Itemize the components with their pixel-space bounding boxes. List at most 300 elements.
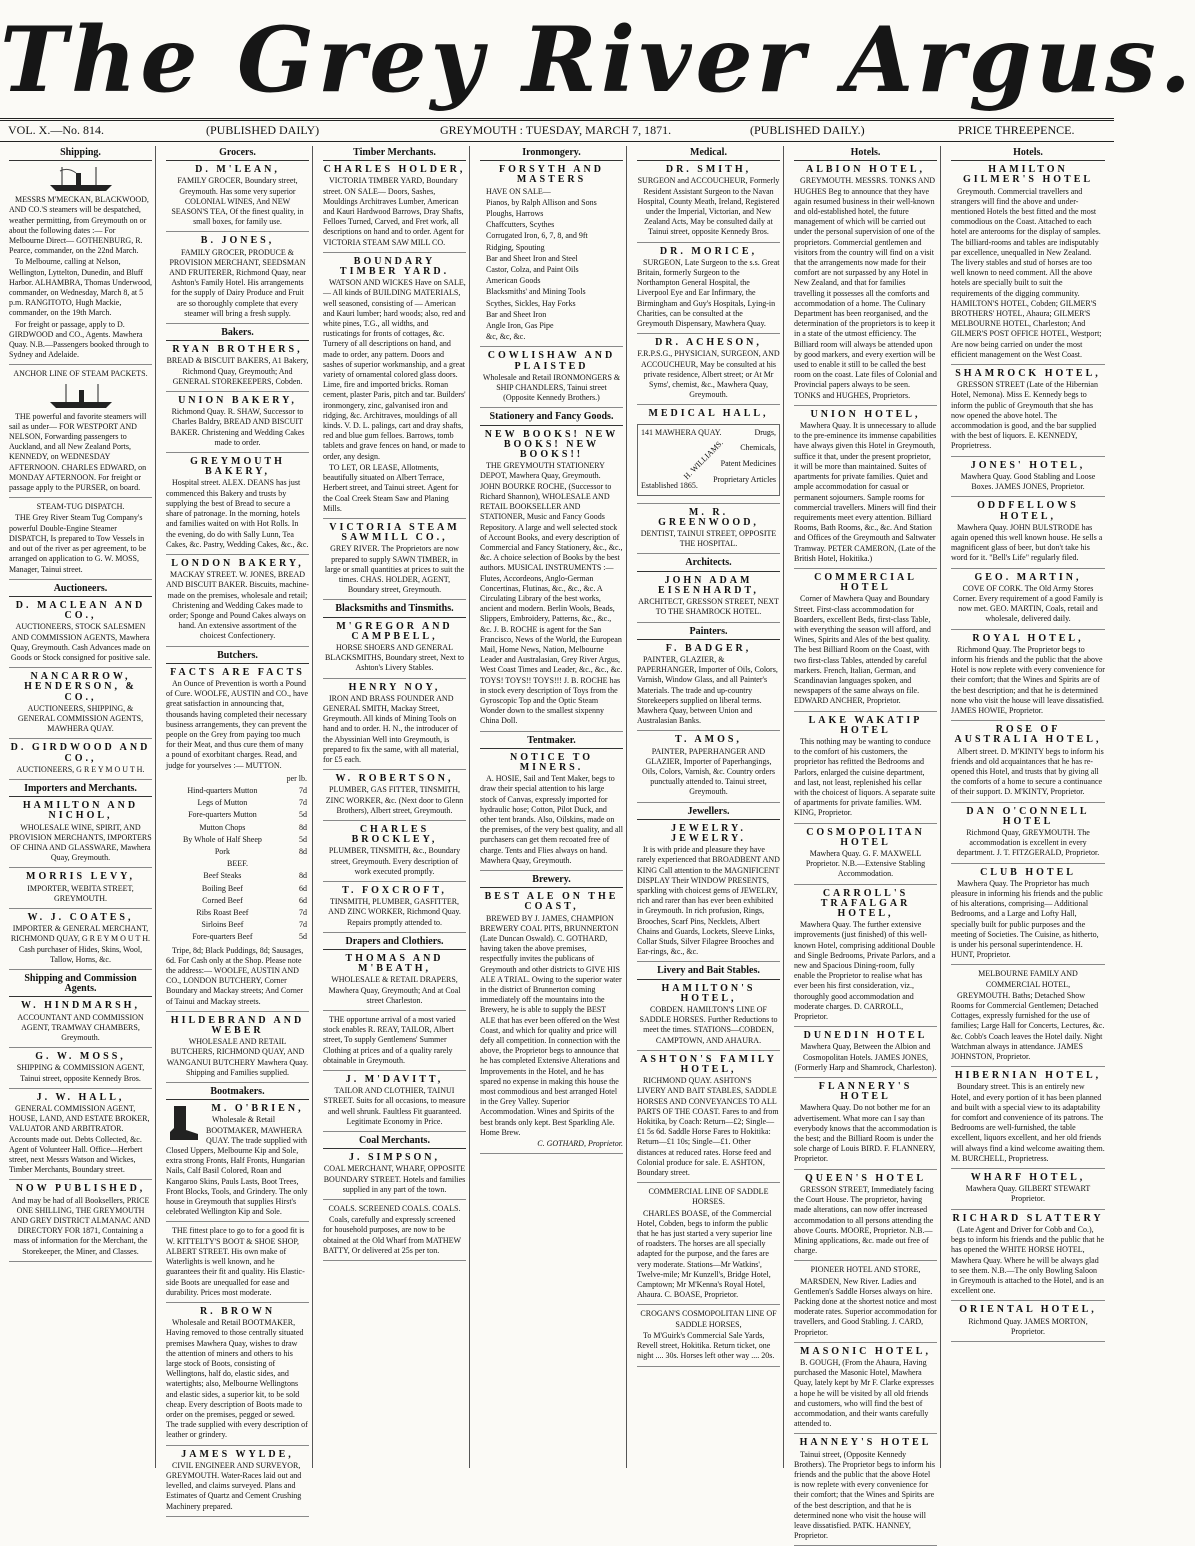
advert bbox=[637, 1055, 780, 1183]
advert-title: GREYMOUTH BAKERY, bbox=[190, 456, 285, 478]
advert bbox=[9, 1001, 152, 1048]
advert-text: AUCTIONEERS, G R E Y M O U T H. bbox=[16, 764, 145, 774]
advert-text: IMPORTER, WEBITA STREET, GREYMOUTH. bbox=[27, 883, 134, 903]
section-heading: Blacksmiths and Tinsmiths. bbox=[323, 604, 466, 617]
advert bbox=[9, 1184, 152, 1261]
advert bbox=[323, 1204, 466, 1261]
proprietor-name: H. WILLIAMS. bbox=[681, 437, 725, 481]
advert-text: GRESSON STREET, Immediately facing the Court House. The proprietor, having made alterations, can now offer increased accommodation to all persons attending the above Courts. MOORE, Proprietor. N.B.—Mining applications, &c. made out free of charge. bbox=[794, 1184, 934, 1256]
price-item: Legs of Mutton bbox=[197, 798, 248, 808]
table-row bbox=[168, 810, 307, 820]
advert bbox=[794, 1265, 937, 1342]
advert bbox=[951, 725, 1105, 802]
section-heading: Livery and Bait Stables. bbox=[637, 966, 780, 979]
advert bbox=[166, 1104, 309, 1222]
advert-text: It is with pride and pleasure they have rarely experienced that BROADBENT AND KING Call attention to the MAGNIFICENT DISPLAY Their WINDOW PRESENTS, sparkling with choicest gems of JEWELRY, rich and rarer than has ever been exhibited in Greymouth. In rich profusion, Rings, Brooches, Scarf Pins, Necklets, Albert Chains and Guards, Lockets, Sleeve Links, Collar Studs, Silver Filagree Brooches and Ear-rings, &c., &c. bbox=[637, 845, 780, 957]
advert-text: PLUMBER, TINSMITH, &c., Boundary street, Greymouth. Every description of work executed promptly. bbox=[328, 846, 461, 876]
advert bbox=[323, 683, 466, 771]
advert-signature: C. GOTHARD, Proprietor. bbox=[537, 1139, 623, 1149]
section-heading: Medical. bbox=[637, 148, 780, 161]
advert-title: UNION HOTEL, bbox=[810, 408, 921, 420]
advert-title: JONES' HOTEL, bbox=[970, 459, 1086, 471]
section-heading: Importers and Merchants. bbox=[9, 784, 152, 797]
advert-text: RICHMOND QUAY. ASHTON'S LIVERY AND BAIT STABLES, SADDLE HORSES AND CONVEYANCES TO ALL PARTS OF THE COAST. Fares to and from Hokitika, by Coach: Return—£2; Single—£1 5s 6d. Saddle Horse Fares to Hokitika: Return—£1 10s; Single—£1. Other distances at reduced rates. Horse feed and Colonial produce for sale. E. ASHTON, Boundary street. bbox=[637, 1076, 779, 1178]
advert bbox=[951, 369, 1105, 457]
advert-title: ODDFELLOWS HOTEL, bbox=[977, 500, 1079, 522]
section-heading: Butchers. bbox=[166, 651, 309, 664]
price-item: Sirloins Beef bbox=[201, 920, 244, 930]
price-item: By Whole of Half Sheep bbox=[182, 834, 262, 844]
advert bbox=[9, 502, 152, 579]
table-row bbox=[168, 932, 307, 942]
advert-text: COBDEN. HAMILTON'S LINE OF SADDLE HORSES. Further Reductions to meet the times. STATIONS—COBDEN, CAMPTOWN, AND AHAURA. bbox=[639, 1005, 778, 1045]
advert-text: This nothing may be wanting to conduce to the comfort of his customers, the proprietor has refitted the Bedrooms and Parlors, enlarged the cuisine department, and last, not least, replenished his cellar with the choicest of liquors. A separate suite of apartments for private families. WM. KING, Proprietor. bbox=[794, 736, 936, 818]
price-value: 7d bbox=[299, 798, 307, 808]
advert bbox=[637, 508, 780, 555]
advert-text: B. GOUGH, (From the Ahaura, Having purchased the Masonic Hotel, Mawhera Quay, lately kept by Mr F. Clarke expresses a hope he will be visited by all old friends and customers, who will find the best of accommodation, and their wants carefully attended to. bbox=[794, 1357, 934, 1429]
section-heading: Hotels. bbox=[951, 148, 1105, 161]
section-heading: Brewery. bbox=[480, 875, 623, 888]
advert bbox=[637, 338, 780, 405]
advert-text: Hospital street. ALEX. DEANS has just commenced this Bakery and trusts by supplying the best of Bread to secure a share of patronage. In the morning, hotels and families waited on with Hot Rolls. In the evening, do do with Sally Lunn, Tea Cakes, &c. Pastry, Wedding Cakes, &c., &c. bbox=[166, 478, 309, 549]
advert-title: BOUNDARY TIMBER YARD. bbox=[339, 255, 450, 278]
advert-title: UNION BAKERY, bbox=[178, 395, 297, 407]
advert bbox=[637, 1187, 780, 1305]
advert-text: THE GREYMOUTH STATIONERY DEPOT, Mawhera Quay, Greymouth. JOHN BOURKE ROCHE, (Successor to Richard Shannon), WHOLESALE AND RETAIL BOOKSELLER AND STATIONER, Music and Fancy Goods Repository. A large and well selected stock of Account Books, and every description of Commercial and Fancy Stationery, &c., &c., &c. A choice selection of Books by the best authors. MUSICAL INSTRUMENTS :— Flutes, Accordeons, Anglo-German Concertinas, Flutinas, &c., &c., &c. A Circulating Library of the best works, ancient and modern. Berlin Wools, Beads, Slippers, Embroidery, Patterns, &c., &c., &c. J. B. ROCHE is agent for the San Francisco, News of the World, the European Mail, Home News, Nation, Melbourne Leader and Australasian, Grey River Argus, West Coast Times and Leader, &c., &c., &c. TOYS! TOYS!! TOYS!!! J. B. ROCHE has in stock every description of Toys from the Gyroscopic Top and the Optic Steam Wonder down to the smallest sixpenny China Doll. bbox=[480, 461, 623, 726]
advert-text: Richmond Quay. R. SHAW, Successor to Charles Baldry, BREAD AND BISCUIT BAKER. Christening and Wedding Cakes made to order. bbox=[170, 407, 305, 447]
mutton-price-table bbox=[166, 772, 309, 945]
advert bbox=[637, 165, 780, 242]
advert-title: COALS. SCREENED COALS. COALS. bbox=[328, 1204, 461, 1214]
table-row bbox=[168, 896, 307, 906]
section-heading: Coal Merchants. bbox=[323, 1136, 466, 1149]
table-row bbox=[168, 835, 307, 845]
advert bbox=[323, 886, 466, 933]
advert bbox=[9, 369, 152, 498]
advert bbox=[480, 351, 623, 408]
column-1 bbox=[6, 146, 156, 1468]
column-7 bbox=[948, 146, 1108, 1468]
advert-title: HIBERNIAN HOTEL, bbox=[954, 1070, 1102, 1082]
advert-text: To Melbourne, calling at Nelson, Wellington, Lyttelton, Dunedin, and Bluff Harbor. ALHAMBRA, Thomas Underwood, commander, on Wednesday, March 8, at 5 p.m. RANGITOTO, Hugh Mackie, commander, on the 19th March. bbox=[9, 257, 152, 318]
advert bbox=[794, 1031, 937, 1078]
section-heading: Jewellers. bbox=[637, 807, 780, 820]
advert-title: R. BROWN bbox=[199, 1305, 276, 1317]
advert bbox=[323, 165, 466, 253]
advert-title: T. AMOS, bbox=[675, 734, 742, 746]
advert-title: PIONEER HOTEL AND STORE, bbox=[810, 1265, 921, 1275]
advert-text: FAMILY GROCER, Boundary street, Greymouth. Has some very superior COLONIAL WINES, And NEW SEASON'S TEA, Of the finest quality, in small boxes, for family use. bbox=[171, 176, 304, 227]
price-value: 7d bbox=[299, 908, 307, 917]
masthead bbox=[0, 0, 1195, 113]
published-left: (PUBLISHED DAILY) bbox=[206, 123, 320, 137]
price-value: 8d bbox=[299, 871, 307, 881]
advert-text: AUCTIONEERS, STOCK SALESMEN AND COMMISSION AGENTS, Mawhera Quay, Greymouth. Cash Advances made on Goods or Stock consigned for positive sale. bbox=[10, 622, 151, 662]
advert bbox=[480, 165, 623, 347]
price-item: Ribs Roast Beef bbox=[196, 908, 249, 917]
section-heading: Stationery and Fancy Goods. bbox=[480, 412, 623, 425]
advert bbox=[9, 913, 152, 970]
advert-text: Richmond Quay. JAMES MORTON, Proprietor. bbox=[968, 1316, 1088, 1336]
advert-title: JOHN ADAM EISENHARDT, bbox=[658, 574, 759, 596]
advert bbox=[166, 1226, 309, 1302]
advert bbox=[166, 668, 309, 1012]
advert bbox=[794, 716, 937, 824]
advert-title: RICHARD SLATTERY bbox=[952, 1212, 1104, 1224]
table-row bbox=[168, 884, 307, 894]
advert-title: HAMILTON'S HOTEL, bbox=[661, 982, 756, 1004]
section-heading: Shipping and Commission Agents. bbox=[9, 974, 152, 997]
advert-text: Mawhera Quay. It is unnecessary to allude to the pre-eminence its immense capabilities have always given this Hotel in Greymouth, suffice it that, under the present proprietor, it will be more than maintained. Suites of apartments for private families. Quiet and ample accommodation for casual or permanent sojourners. Sample rooms for commercial travellers. Miners will find their requirements meet every attention. Billiard Rooms, Bath Rooms, &c., &c. And Station and Offices of the Greymouth and Saltwater Tramway. PETER CAMERON, (Late of the British Hotel, Hokitika.) bbox=[794, 421, 937, 563]
advert bbox=[166, 345, 309, 392]
advert-text: Wholesale and Retail IRONMONGERS & SHIP CHANDLERS, Tainui street (Opposite Kennedy Brothers.) bbox=[482, 372, 621, 403]
advert-text: An Ounce of Prevention is worth a Pound of Cure. WOOLFE, AUSTIN and CO., have great satisfaction in announcing that, thousands having completed their necessary business arrangements, they can prevent the people on the Grey from paying too much for their Meat, and thus cure them of many a pound of exorbitant charges. Read, and judge for yourselves :— MUTTON. bbox=[166, 678, 309, 770]
advert-text: Coals, carefully and expressly screened for household purposes, are now to be obtained at the Old Wharf from MATHEW BATTY, Or delivered at 25s per ton. bbox=[323, 1215, 461, 1255]
advert bbox=[9, 1052, 152, 1089]
advert bbox=[166, 559, 309, 647]
price-unit: per lb. bbox=[286, 773, 307, 783]
column-2 bbox=[163, 146, 313, 1511]
list-item: Bar and Sheet Iron bbox=[486, 309, 547, 319]
price-value: 8d bbox=[299, 822, 307, 832]
list-item: &c, &c, &c. bbox=[486, 332, 526, 342]
column-4 bbox=[477, 146, 627, 1468]
table-row bbox=[168, 823, 307, 833]
advert-text: Boundary street. This is an entirely new Hotel, and every portion of it has been planned and built with a special view to its adaptability for comfort and convenience of its patrons. The Bedrooms are well-furnished, the table excellent, liquors excellent, and her old friends will always find a kind welcome awaiting them. M. BURCHELL, Proprietress. bbox=[951, 1082, 1105, 1163]
advert bbox=[323, 257, 466, 519]
advert-text: PLUMBER, GAS FITTER, TINSMITH, ZINC WORKER, &c. (Next door to Glenn Brothers), Albert street, Greymouth. bbox=[325, 785, 464, 815]
advert bbox=[9, 672, 152, 739]
product-label: Chemicals, bbox=[740, 442, 776, 452]
advert-text: COAL MERCHANT, WHARF, OPPOSITE BOUNDARY STREET. Hotels and families supplied in any part of the town. bbox=[323, 1164, 466, 1194]
advert-title: W. J. COATES, bbox=[27, 911, 134, 923]
section-heading: Shipping. bbox=[9, 148, 152, 161]
advert bbox=[9, 601, 152, 668]
section-heading: Drapers and Clothiers. bbox=[323, 937, 466, 950]
advert-text: WHOLESALE & RETAIL DRAPERS, Mawhera Quay, Greymouth; And at Coal street Charleston. bbox=[328, 975, 461, 1005]
advert-title: COMMERCIAL HOTEL bbox=[814, 571, 917, 594]
advert-title: STEAM-TUG DISPATCH. bbox=[36, 502, 125, 512]
advert-title: CHARLES BROCKLEY, bbox=[351, 823, 438, 846]
advert-title: DR. MORICE, bbox=[659, 245, 758, 257]
advert-text: WHOLESALE AND RETAIL BUTCHERS, RICHMOND QUAY, AND WANGANUI BUTCHERY Mawhera Quay. Shipping and Families supplied. bbox=[166, 1037, 309, 1077]
advert bbox=[480, 753, 623, 871]
advert-title: NOTICE TO MINERS. bbox=[509, 751, 594, 773]
advert bbox=[637, 409, 780, 503]
advert-title: ANCHOR LINE OF STEAM PACKETS. bbox=[13, 369, 148, 379]
advert-text: GRESSON STREET (Late of the Hibernian Hotel, Nemona). Miss E. Kennedy begs to inform the public of Greymouth that she has now opened the above hotel. The accommodation is good, and the bar supplied with the best of liquors. E. KENNEDY, Proprietress. bbox=[951, 380, 1098, 451]
advert-text: GREYMOUTH. MESSRS. TONKS AND HUGHES Beg to announce that they have again resumed business in their well-known and old-established hotel, the future management of which will be carried out under the personal supervision of one of the proprietors. Commercial gentlemen and visitors from the country will find on a visit that the arrangements now made for their comfort are not surpassed by any Hotel in New Zealand, and that for families travelling it possesses all the comforts and accommodation of a home. The Culinary Department has been reorganised, and the determination of the proprietors is to keep it in a state of the utmost efficiency. The Billiard room will always be attended upon by good markers, and every exertion will be used to enable it still to be called the best room on the coast. Late files of Colonial and Provincial papers always to be seen. TONKS and HUGHES, Proprietors. bbox=[794, 176, 937, 400]
advert-text: THE fittest place to go to for a good fit is W. KITTELTY'S BOOT & SHOE SHOP, ALBERT STREET. His own make of Waterlights is well known, and he guarantees their fit and quality. His Elastic-side Boots are unequalled for ease and durability. Prices most moderate. bbox=[166, 1226, 305, 1297]
advert bbox=[637, 247, 780, 335]
advert bbox=[951, 807, 1105, 864]
advert bbox=[637, 984, 780, 1051]
advert bbox=[166, 1307, 309, 1446]
medical-hall-diagram bbox=[637, 424, 780, 496]
steamship-icon bbox=[46, 382, 116, 410]
list-item: Ploughs, Harrows bbox=[486, 209, 544, 219]
list-item: Blacksmiths' and Mining Tools bbox=[486, 287, 586, 297]
issue-date: GREYMOUTH : TUESDAY, MARCH 7, 1871. bbox=[440, 123, 672, 137]
advert bbox=[794, 573, 937, 712]
table-row bbox=[168, 871, 307, 881]
advert-title: WHARF HOTEL, bbox=[970, 1172, 1086, 1184]
advert bbox=[951, 868, 1105, 966]
column-5 bbox=[634, 146, 784, 1468]
price-value: 5d bbox=[299, 932, 307, 942]
advert-title: DAN O'CONNELL HOTEL bbox=[966, 805, 1090, 827]
advert-text: Mawhera Quay. The further extensive improvements (just finished) of this well-known Hotel, comprising additional Double and Single Bedrooms, Private Parlors, and a new and Spacious Dining-room, fully enable the Proprietor to realise what has ever been his first consideration, viz., thoroughly good accommodation and moderate charges. D. CARROLL, Proprietor. bbox=[794, 920, 936, 1022]
advert-title: MEDICAL HALL, bbox=[648, 408, 769, 420]
advert bbox=[951, 1214, 1105, 1302]
advert-title: SHAMROCK HOTEL, bbox=[955, 368, 1101, 380]
advert-title: W. ROBERTSON, bbox=[335, 773, 454, 785]
advert-text: For freight or passage, apply to D. GIRDWOOD and CO., Agents. Mawhera Quay. N.B.—Passengers booked through to Sydney and Adelaide. bbox=[9, 319, 149, 360]
advert bbox=[166, 236, 309, 324]
advert-title: CROGAN'S COSMOPOLITAN LINE OF SADDLE HORSES, bbox=[640, 1309, 777, 1329]
advert-title: M'GREGOR AND CAMPBELL, bbox=[336, 620, 453, 642]
advert-title: MELBOURNE FAMILY AND COMMERCIAL HOTEL, bbox=[978, 969, 1078, 989]
advert-text: Richmond Quay. The Proprietor begs to inform his friends and the public that the above Hotel is now replete with every convenience for their comfort; that the Wines and Spirits are of the best description; and that he is determined none who visit the house will leave dissatisfied. JAMES HOWIE, Proprietor. bbox=[951, 644, 1105, 715]
price-value: 6d bbox=[299, 883, 307, 893]
price-value: 5d bbox=[299, 810, 307, 820]
list-item: Pianos, by Ralph Allison and Sons bbox=[486, 197, 597, 207]
advert-title: COMMERCIAL LINE OF SADDLE HORSES. bbox=[648, 1187, 769, 1207]
volume-number: VOL. X.—No. 814. bbox=[8, 123, 104, 137]
list-item: American Goods bbox=[486, 276, 541, 286]
advert bbox=[637, 1309, 780, 1366]
advert-title: HAMILTON AND NICHOL, bbox=[22, 800, 139, 822]
advert bbox=[323, 622, 466, 679]
advert-title: B. JONES, bbox=[200, 235, 275, 247]
advert-title: THOMAS AND M'BEATH, bbox=[345, 953, 444, 975]
boot-icon bbox=[166, 1104, 202, 1144]
advert bbox=[794, 165, 937, 406]
advert bbox=[323, 1075, 466, 1132]
advert-title: ASHTON'S FAMILY HOTEL, bbox=[640, 1053, 777, 1076]
advert-title: QUEEN'S HOTEL bbox=[805, 1172, 926, 1184]
advert bbox=[166, 396, 309, 453]
list-item: Chaffcutters, Scythes bbox=[486, 220, 555, 230]
advert-text: TAILOR AND CLOTHIER, TAINUI STREET. Suits for all occasions, to measure and well shrunk. Faultless Fit guaranteed. Legitimate Economy in Price. bbox=[323, 1086, 466, 1126]
advert bbox=[9, 801, 152, 868]
price-item: Fore-quarters Beef bbox=[192, 932, 253, 942]
list-item: Ridging, Spouting bbox=[486, 242, 545, 252]
advert-text: Wholesale and Retail BOOTMAKER, Having removed to those centrally situated premises Mawhera Quay, wishes to draw the attention of miners and others to his large stock of Boots, consisting of Wellingtons, half do, elastic sides, and watertights; also, Melbourne Wellingtons and elastic sides, a superior kit, to be sold cheap. Every description of Boots made to order on the premises, pegged or sewed. The trade supplied with every description of leather or grindery. bbox=[166, 1318, 308, 1440]
advert-title: CHARLES HOLDER, bbox=[323, 164, 466, 176]
advert-title: GEO. MARTIN, bbox=[974, 571, 1082, 583]
advert-title: BEST ALE ON THE COAST, bbox=[484, 891, 619, 913]
price-value: 7d bbox=[299, 785, 307, 795]
advert bbox=[323, 1153, 466, 1200]
price-item: Boiling Beef bbox=[201, 883, 243, 893]
product-label: Patent Medicines bbox=[720, 458, 776, 468]
advert bbox=[166, 1450, 309, 1517]
advert-text: ARCHITECT, GRESSON STREET, NEXT TO THE SHAMROCK HOTEL. bbox=[638, 597, 779, 617]
section-heading: Timber Merchants. bbox=[323, 148, 466, 161]
column-6 bbox=[791, 146, 941, 1541]
advert-text: SURGEON, Late Surgeon to the s.s. Great Britain, formerly Surgeon to the Northampton General Hospital, the Liverpool Eye and Ear Infirmary, the Birmingham and Guy's Hospitals, Lying-in Charities, can be consulted at the Greymouth Dispensary, Mawhera Quay. bbox=[637, 257, 780, 329]
steamship-icon bbox=[46, 165, 116, 193]
section-heading: Auctioneers. bbox=[9, 584, 152, 597]
price-item: Beef Steaks bbox=[203, 871, 242, 881]
advert-title: FACTS ARE FACTS bbox=[170, 666, 305, 678]
advert-title: VICTORIA STEAM SAWMILL CO., bbox=[329, 521, 460, 544]
advert-title: ROSE OF AUSTRALIA HOTEL, bbox=[954, 724, 1102, 746]
advert bbox=[323, 523, 466, 600]
advert-text: Greymouth. Commercial travellers and strangers will find the above and under-mentioned Hotels the best fitted and the most commodious on the Coast. Attached to each hotel are anterooms for the display of samples. The billiard-rooms and tables are indisputably par excellence, unequalled in New Zealand. The livery stables and stud of horses are too well known to need comment. All the above hotels are specially built to suit the requirements of the digging community. HAMILTON'S HOTEL, Cobden; GILMER'S BROTHERS' HOTEL, Ahaura; GILMER'S MELBOURNE HOTEL, Charleston; And GILMER'S POST OFFICE HOTEL, Westport; Are now being carried on under the most efficient management on the West Coast. bbox=[951, 186, 1102, 359]
advert-text: TINSMITH, PLUMBER, GASFITTER, AND ZINC WORKER, Richmond Quay. Repairs promptly attended to. bbox=[328, 897, 461, 927]
advert-title: J. SIMPSON, bbox=[348, 1152, 441, 1164]
advert bbox=[323, 1015, 466, 1071]
advert-title: HAMILTON GILMER'S HOTEL bbox=[962, 164, 1094, 186]
advert-text: AUCTIONEERS, SHIPPING, & GENERAL COMMISSION AGENTS, MAWHERA QUAY. bbox=[17, 703, 144, 734]
advert-title: LAKE WAKATIP HOTEL bbox=[808, 714, 923, 736]
advert-title: D. M'LEAN, bbox=[195, 164, 280, 176]
advert-text: Mawhera Quay. JOHN BULSTRODE has again opened this well known house. He sells a magnificent glass of beer, but don't take his word for it. "Bell's Life" regularly filed. bbox=[951, 522, 1103, 563]
advert-text: MACKAY STREET. W. JONES, BREAD AND BISCUIT BAKER. Biscuits, machine-made on the premises, wholesale and retail; Christening and Wedding Cakes made to order; Sponge and Pound Cakes always on hand. An extensive assortment of the choicest Confectionery. bbox=[166, 570, 309, 641]
advert bbox=[166, 457, 309, 555]
established-text: Established 1865. bbox=[641, 480, 698, 490]
advert-text: THE opportune arrival of a most varied stock enables R. REAY, TAILOR, Albert street, To supply Gentlemens' Summer Clothing at prices and of a quality rarely obtainable in Greymouth. bbox=[323, 1015, 456, 1065]
price-value: 6d bbox=[299, 895, 307, 905]
advert-title: LONDON BAKERY, bbox=[171, 557, 304, 569]
list-item: Corrugated Iron, 6, 7, 8, and 9ft bbox=[486, 231, 588, 241]
advert-text: VICTORIA TIMBER YARD, Boundary street. ON SALE— Doors, Sashes, Mouldings Architraves Lumber, American and Kauri Hardwood Barrows, Dray Shafts, Felloes Turned, Carved, and Fret work, all descriptions on hand and to order. Agent for VICTORIA STEAM SAW MILL CO. bbox=[323, 176, 464, 247]
advert-title: MASONIC HOTEL, bbox=[800, 1345, 931, 1357]
advert bbox=[951, 573, 1105, 630]
advert bbox=[323, 954, 466, 1011]
advert-text: Mawhera Quay. GILBERT STEWART Proprietor. bbox=[965, 1184, 1091, 1204]
beef-label: BEEF. bbox=[227, 859, 248, 869]
advert-text: And may be had of all Booksellers, PRICE ONE SHILLING, THE GREYMOUTH AND GREY DISTRICT ALMANAC AND DIRECTORY FOR 1871, Containing a mass of information for the Merchant, the Storekeeper, the Miner, and Classes. bbox=[10, 1195, 151, 1256]
advert-text: ACCOUNTANT AND COMMISSION AGENT, TRAMWAY CHAMBERS, Greymouth. bbox=[17, 1012, 144, 1043]
price-item: Pork bbox=[214, 846, 230, 856]
list-item: Scythes, Sickles, Hay Forks bbox=[486, 298, 576, 308]
advert bbox=[951, 1305, 1105, 1342]
advert bbox=[637, 644, 780, 732]
advert bbox=[794, 1347, 937, 1435]
advert bbox=[9, 165, 152, 365]
advert bbox=[951, 165, 1105, 365]
advert-title: F. BADGER, bbox=[665, 642, 752, 654]
advert-text: MESSRS M'MECKAN, BLACKWOOD, AND CO.'S steamers will be despatched, weather permitting, from Greymouth on or about the following dates :— For Melbourne Direct— GOTHENBURG, R. Pearce, commander, on the 22nd March. bbox=[9, 195, 149, 256]
advert-text: Albert street. D. M'KINTY begs to inform his friends and old acquaintances that he has re-opened this Hotel, and trusts that by giving all the comforts of a home to secure a continuance of their support. D. M'KINTY, Proprietor. bbox=[951, 746, 1104, 797]
price: PRICE THREEPENCE. bbox=[958, 123, 1075, 137]
advert-text: THE powerful and favorite steamers will sail as under— FOR WESTPORT AND NELSON, Forwarding passengers to Auckland, and all New Zealand Ports, KENNEDY, on WEDNESDAY AFTERNOON. CHARLES EDWARD, on MONDAY AFTERNOON. For freight or passage apply to the PURSER, on board. bbox=[9, 411, 147, 493]
section-heading: Grocers. bbox=[166, 148, 309, 161]
table-row bbox=[168, 847, 307, 857]
section-heading: Bootmakers. bbox=[166, 1087, 309, 1100]
advert-text: FAMILY GROCER, PRODUCE & PROVISION MERCHANT, SEEDSMAN AND FRUITERER, Richmond Quay, near Ashton's Family Hotel. His arrangements for the supply of Dairy Produce and Fruit are so thoroughly complete that every steamer will bring a fresh supply. bbox=[169, 247, 306, 318]
advert-text: A. HOSIE, Sail and Tent Maker, begs to draw their special attention to his large stock of Canvas, expressly imported for hydraulic hose; Cotton, Pilot Duck, and other tent brands. Also, Oilskins, made on the premises, of the very best quality, and all purchasers can get them recoated free of charge. Tents and Flies always on hand. Mawhera Quay, Greymouth. bbox=[480, 774, 623, 865]
advert-text: GENERAL COMMISSION AGENT, HOUSE, LAND, AND ESTATE BROKER, VALUATOR AND ARBITRATOR. Accounts made out. Debts Collected, &c. Agent of Volunteer Hall. Office—Herbert street, next Messrs Watson and Wickes, Timber Merchants, Boundary street. bbox=[9, 1104, 150, 1175]
price-item: Mutton Chops bbox=[199, 822, 246, 832]
advert bbox=[637, 576, 780, 623]
advert-title: COSMOPOLITAN HOTEL bbox=[806, 826, 925, 848]
advert-title: ALBION HOTEL, bbox=[805, 164, 926, 176]
advert bbox=[951, 1071, 1105, 1169]
advert-text: F.R.P.S.G., PHYSICIAN, SURGEON, AND ACCOUCHEUR, May be consulted at his private residence, Albert street; or At Mr Syms', chemist, &c., Mawhera Quay, Greymouth. bbox=[637, 349, 780, 400]
advert-text: SHIPPING & COMMISSION AGENT, Tainui street, opposite Kennedy Bros. bbox=[16, 1063, 145, 1083]
advert-text: IRON AND BRASS FOUNDER AND GENERAL SMITH, Mackay Street, Greymouth. All kinds of Mining Tools on hand and to order. H. N., the introducer of the Abyssinian Well into Greymouth, is prepared to fix the same, with all material, for £5 each. bbox=[323, 693, 459, 764]
section-heading: Hotels. bbox=[794, 148, 937, 161]
advert bbox=[9, 872, 152, 909]
advert-title: J. W. HALL, bbox=[36, 1091, 125, 1103]
advert-title: JAMES WYLDE, bbox=[181, 1448, 294, 1460]
advert-text: Tainui street, (Opposite Kennedy Brothers). The Proprietor begs to inform his friends and the public that the above Hotel is now replete with every convenience for their comfort; that the Wines and Spirits are of the best description, and that he is determined none who visit the house will leave dissatisfied. PATK. HANNEY, Proprietor. bbox=[794, 1449, 935, 1541]
advert-text: Corner of Mawhera Quay and Boundary Street. First-class accommodation for Boarders, excellent Beds, first-class Table, with everything the season will afford, and Wines, Spirits and Ales of the best quality. The best Billiard Room on the Coast, with two first-class Tables, attended by careful markers. French, Italian, German, and Scandinavian languages spoken, and newspapers of the same always on file. EDWARD ANCHER, Proprietor. bbox=[794, 594, 931, 706]
advert-text: DENTIST, TAINUI STREET, OPPOSITE THE HOSPITAL. bbox=[640, 529, 777, 549]
advert-title: RYAN BROTHERS, bbox=[172, 344, 303, 356]
advert bbox=[951, 634, 1105, 722]
advert bbox=[794, 828, 937, 885]
advert-text: Mawhera Quay, Between the Albion and Cosmopolitan Hotels. JAMES JONES, (Formerly Harp and Shamrock, Charleston). bbox=[794, 1042, 937, 1072]
advert-title: NOW PUBLISHED, bbox=[15, 1183, 146, 1195]
masthead-title: The Grey River Argus. bbox=[0, 7, 1195, 113]
advert-text: GREYMOUTH. Baths; Detached Show Rooms for Commercial Gentlemen; Detached Cottages, expressly furnished for the use of families; Large Hall for Concerts, Lectures, &c. &c. Cobb's Coach leaves the Hotel daily. Night Watchman always in attendance. JAMES JOHNSTON, Proprietor. bbox=[951, 990, 1105, 1062]
advert-text: Mawhera Quay. Good Stabling and Loose Boxes. JAMES JONES, Proprietor. bbox=[960, 471, 1096, 492]
price-item: Hind-quarters Mutton bbox=[187, 785, 258, 795]
advert-title: M. R. GREENWOOD, bbox=[658, 506, 759, 528]
advert-text: MARSDEN, New River. Ladies and Gentlemen's Saddle Horses always on hire. Packing done at the shortest notice and most moderate rates. Superior accommodation for travellers, and Good Stabling. J. CARD, Proprietor. bbox=[794, 1276, 937, 1337]
advert-text: Mawhera Quay. G. F. MAXWELL Proprietor. N.B.—Extensive Stabling Accommodation. bbox=[805, 849, 926, 879]
advert-title: J. M'DAVITT, bbox=[345, 1074, 444, 1086]
advert-title: CARROLL'S TRAFALGAR HOTEL, bbox=[820, 887, 911, 920]
advert-title: ORIENTAL HOTEL, bbox=[959, 1304, 1097, 1316]
advert-title: COWLISHAW AND PLAISTED bbox=[487, 350, 616, 372]
price-item: Fore-quarters Mutton bbox=[188, 810, 257, 820]
advert bbox=[951, 501, 1105, 568]
price-value: 5d bbox=[299, 834, 307, 844]
advert-title: ROYAL HOTEL, bbox=[972, 632, 1084, 644]
advert-title: M. O'BRIEN, bbox=[211, 1103, 304, 1115]
advert bbox=[951, 461, 1105, 498]
table-row bbox=[168, 908, 307, 918]
advert bbox=[794, 1438, 937, 1546]
advert bbox=[166, 1016, 309, 1083]
advert-title: CLUB HOTEL bbox=[980, 866, 1076, 878]
advert-text: GREY RIVER. The Proprietors are now prepared to supply SAWN TIMBER, in large or small quantities at prices to suit the times. CHAS. HOLDER, AGENT, Boundary street, Greymouth. bbox=[324, 544, 465, 595]
advert-text: CHARLES BOASE, of the Commercial Hotel, Cobden, begs to inform the public that he has just started a very superior line of roadsters. The horses are all specially adapted for the purpose, and the fares are very moderate. Stations—Mr Watkins', Twelve-mile; Mr Kunzell's, Bridge Hotel, Camptown; Mr M'Kenna's Royal Hotel, Ahaura. C. BOASE, Proprietor. bbox=[637, 1208, 773, 1300]
advert bbox=[794, 410, 937, 569]
section-heading: Architects. bbox=[637, 558, 780, 571]
section-heading: Painters. bbox=[637, 627, 780, 640]
advert-title: MORRIS LEVY, bbox=[26, 871, 135, 883]
advert-title: DUNEDIN HOTEL bbox=[803, 1030, 928, 1042]
price-item: Corned Beef bbox=[202, 895, 243, 905]
advert bbox=[323, 825, 466, 882]
advert-title: NEW BOOKS! NEW BOOKS! NEW BOOKS!! bbox=[484, 428, 619, 461]
advert-text: CIVIL ENGINEER AND SURVEYOR, GREYMOUTH. Water-Races laid out and levelled, and claims surveyed. Plans and Estimates of Quartz and Cement Crushing Machinery prepared. bbox=[166, 1460, 302, 1511]
advert-text: IMPORTER & GENERAL MERCHANT, RICHMOND QUAY, G R E Y M O U T H. Cash purchaser of Hides, Skins, Wool, Tallow, Horns, &c. bbox=[10, 924, 151, 964]
advert-title: HENRY NOY, bbox=[348, 681, 441, 693]
advert bbox=[794, 1174, 937, 1262]
advert-title: DR. SMITH, bbox=[665, 164, 752, 176]
advert-title: G. W. MOSS, bbox=[35, 1051, 126, 1063]
advert-text: Mawhera Quay. The Proprietor has much pleasure in informing his friends and the public of his alterations, comprising— Additional Bedrooms, and a Large and Lofty Hall, specially built for public purposes and the meeting of Societies. The Cuisine, as hitherto, is under his personal superintendence. H. HUNT, Proprietor. bbox=[951, 878, 1103, 960]
advert bbox=[9, 1093, 152, 1181]
advert-text: HORSE SHOERS AND GENERAL BLACKSMITHS, Boundary street, Next to Ashton's Livery Stables. bbox=[324, 642, 465, 673]
advert bbox=[166, 165, 309, 232]
published-right: (PUBLISHED DAILY.) bbox=[750, 123, 865, 137]
advert-text: Wholesale & Retail BOOTMAKER, MAWHERA QUAY. The trade supplied with Closed Uppers, Melbourne Kip and Sole, extra strong Fronts, Half Fronts, Hungarian Nails, Calf Basil Colored, Roan and Kangaroo Skins, Pauls Lasts, Boot Trees, Front Blocks, Tools, and Grindery. The only house in Greymouth that supplies Hirst's celebrated Wellington Kip and Sole. bbox=[166, 1115, 308, 1217]
table-row bbox=[168, 798, 307, 808]
advert-text: THE Grey River Steam Tug Company's powerful Double-Engine Steamer DISPATCH, Is prepared to Tow Vessels in and out of the river as per agreement, to be arranged on application to G. W. MOSS, Manager, Tainui street. bbox=[9, 513, 147, 574]
advert-title: FORSYTH AND MASTERS bbox=[499, 164, 604, 186]
advert-text: Mawhera Quay. Do not bother me for an advertisement. What more can I say than everybody knows that the accommodation is the best; and the Billiard Room is under the sole charge of Louis BIRD. F. FLANNERY, Proprietor. bbox=[794, 1103, 937, 1164]
advert-text: Richmond Quay, GREYMOUTH. The accommodation is excellent in every department. J. T. FITZGERALD, Proprietor. bbox=[956, 827, 1100, 858]
